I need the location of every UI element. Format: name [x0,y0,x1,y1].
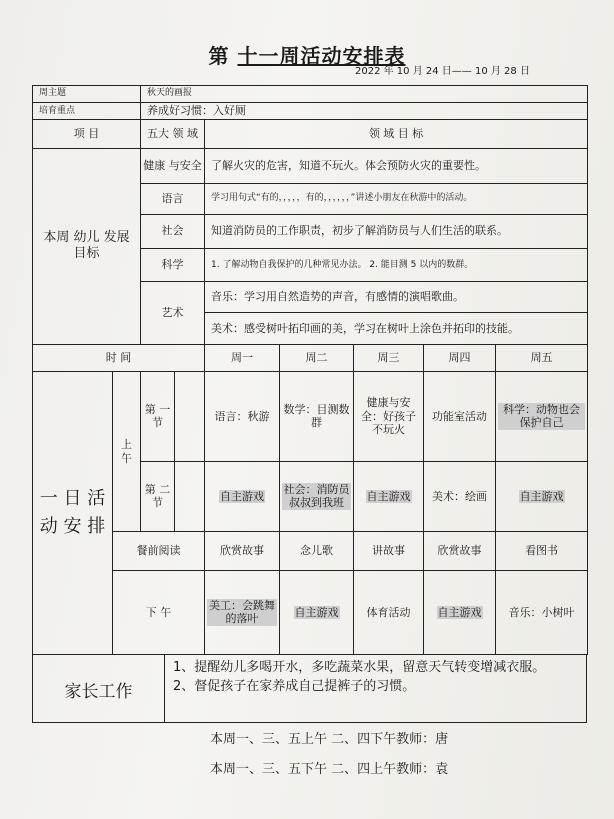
domain-goal-language: 学习用句式“有的，，，，，有的，，，，，，”讲述小朋友在秋游中的活动。 [205,184,588,214]
p1-thu: 功能室活动 [424,372,496,461]
day-fri: 周五 [496,345,588,372]
parent-work-item-1: 1、提醒幼儿多喝开水，多吃蔬菜水果，留意天气转变增减衣服。 [173,660,546,675]
domain-name-health: 健康 与安全 [141,148,205,183]
af-fri: 音乐：小树叶 [496,570,588,654]
p1-wed: 健康与安全：好孩子不玩火 [354,372,424,461]
pm-mon: 欣赏故事 [205,532,280,570]
af-mon [205,570,280,654]
domain-name-language: 语言 [141,184,205,214]
goals-header-row [33,120,588,148]
af-tue [280,570,354,654]
time-label: 时 间 [33,345,205,372]
af-thu-text: 自主游戏 [437,605,482,619]
focus-row [33,103,588,120]
af-wed: 体育活动 [354,570,424,654]
p1-mon: 语言：秋游 [205,372,280,461]
domain-row-health [33,148,588,183]
schedule-table [32,85,588,655]
premeal-row [33,532,588,570]
teacher-line-2: 本周一、三、五下午 二、四上午教师：袁 [210,762,449,777]
af-tue-text: 自主游戏 [294,605,339,619]
domain-goal-art-fine: 美术：感受树叶拓印画的美，学习在树叶上涂色并拓印的技能。 [205,312,588,344]
p2-wed-text: 自主游戏 [366,489,411,503]
p2-wed [354,461,424,532]
period2-label: 第 二 节 [141,461,175,532]
domain-goal-art-music: 音乐：学习用自然造势的声音，有感情的演唱歌曲。 [205,282,588,312]
parent-work-box [32,655,587,723]
parent-work-item-2: 2、督促孩子在家养成自己提裤子的习惯。 [173,678,416,694]
domain-goal-science: 1. 了解动物自我保护的几种常见办法。 2. 能目测 5 以内的数群。 [205,248,588,281]
p1-fri-text: 科学：动物也会保护自己 [498,403,585,431]
p1-fri [496,372,588,461]
day-mon: 周一 [205,345,280,372]
premeal-label: 餐前阅读 [113,532,205,570]
day-section-label: 一 日 活 动 安 排 [33,372,113,655]
period1-row [33,372,588,461]
af-thu [424,570,496,654]
domain-goal-social: 知道消防员的工作职责，初步了解消防员与人们生活的联系。 [205,214,588,248]
domain-goal-health: 了解火灾的危害，知道不玩火。体会预防火灾的重要性。 [205,148,588,183]
parent-work-label: 家长工作 [33,655,165,723]
day-wed: 周三 [354,345,424,372]
theme-label: 周主题 [33,86,141,103]
domains-header: 五大 领 域 [141,120,205,148]
teacher-line-1: 本周一、三、五上午 二、四下午教师：唐 [210,732,449,747]
title-part1: 第 [208,44,230,68]
title-week-number: 十 [237,44,259,68]
p2-thu: 美术：绘画 [424,461,496,532]
af-mon-text: 美工：会跳舞的落叶 [209,598,276,626]
afternoon-row [33,570,588,654]
theme-value: 秋天的画报 [141,86,588,103]
afternoon-label: 下 午 [113,570,205,654]
goals-header: 领 域 目 标 [205,120,588,148]
goals-section-label: 本周 幼儿 发展 目标 [33,148,141,344]
p1-tue: 数学：目测数群 [280,372,354,461]
focus-value: 养成好习惯：入好厕 [141,103,588,120]
p2-fri [496,461,588,532]
period1-label: 第 一 节 [141,372,175,461]
p2-mon [205,461,280,532]
p2-tue [280,461,354,532]
day-tue: 周二 [280,345,354,372]
parent-work-content [173,659,583,697]
title-part3: 一周活动安排表 [258,44,406,68]
pm-wed: 讲故事 [354,532,424,570]
pm-fri: 看图书 [496,532,588,570]
theme-row [33,86,588,103]
domain-name-science: 科学 [141,248,205,281]
focus-label: 培育重点 [33,103,141,120]
p2-tue-text: 社会：消防员叔叔到我班 [283,482,350,510]
date-range: 2022 年 10 月 24 日—— 10 月 28 日 [355,66,530,77]
domain-name-social: 社会 [141,214,205,248]
pm-tue: 念儿歌 [280,532,354,570]
day-thu: 周四 [424,345,496,372]
p2-fri-text: 自主游戏 [519,489,564,503]
time-header-row [33,345,588,372]
domain-name-art: 艺术 [141,282,205,345]
pm-thu: 欣赏故事 [424,532,496,570]
project-header: 项 目 [33,120,141,148]
morning-label: 上 午 [113,372,141,532]
p2-mon-text: 自主游戏 [220,489,265,503]
